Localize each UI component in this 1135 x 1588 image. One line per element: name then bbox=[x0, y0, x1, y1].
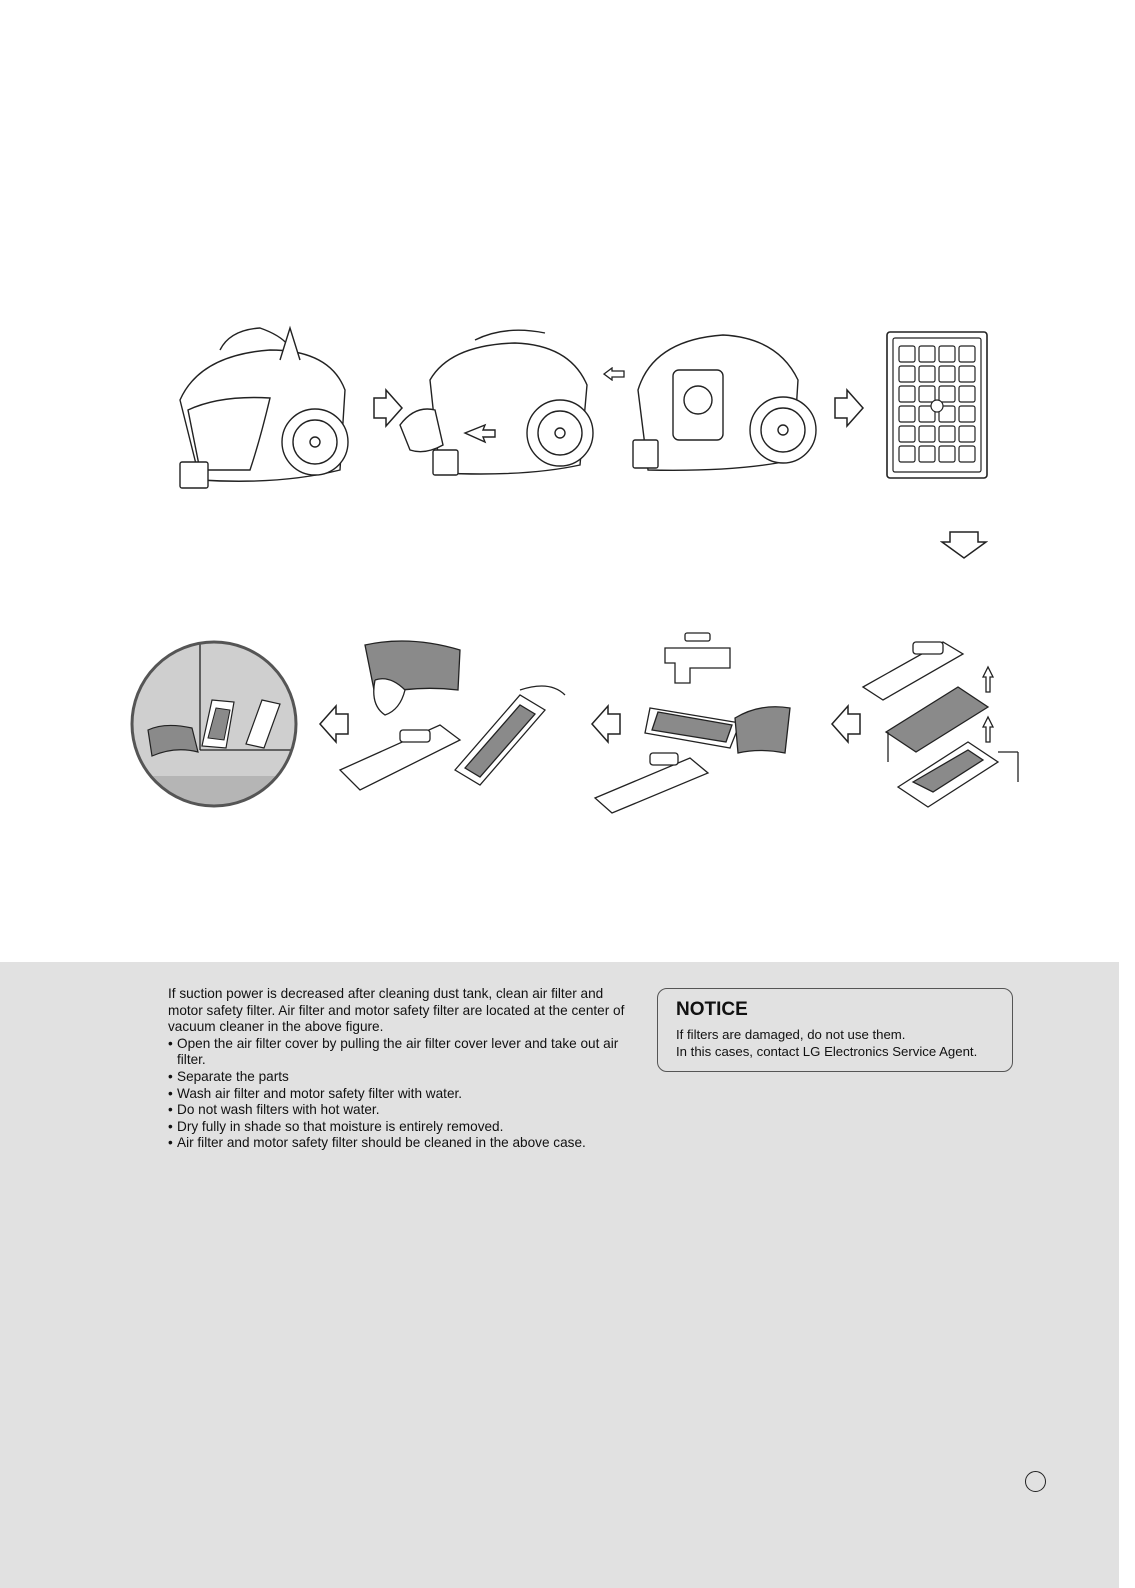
filter-grid-cell bbox=[899, 406, 915, 422]
arrow-down-icon bbox=[940, 530, 988, 560]
filter-grid-cell bbox=[939, 346, 955, 362]
arrow-right-icon bbox=[833, 388, 865, 428]
step-3-filter-removed-illustration bbox=[628, 330, 823, 495]
filter-grid-cell bbox=[919, 346, 935, 362]
notice-line-2: In this cases, contact LG Electronics Service Agent. bbox=[676, 1043, 978, 1059]
filter-grid-cell bbox=[939, 366, 955, 382]
filter-grid-illustration bbox=[885, 330, 989, 482]
notice-box bbox=[657, 988, 1013, 1072]
filter-grid-cell bbox=[959, 366, 975, 382]
filter-grid-cell bbox=[919, 446, 935, 462]
instructions-intro: If suction power is decreased after cleaning dust tank, clean air filter and motor safety filter. Air filter and motor safety filter are located at the center of vacuum cleaner in the above figure. bbox=[168, 986, 625, 1035]
instructions-list bbox=[168, 1036, 638, 1152]
filter-grid-cell bbox=[939, 426, 955, 442]
notice-line-1: If filters are damaged, do not use them. bbox=[676, 1027, 906, 1042]
filter-grid-cell bbox=[899, 346, 915, 362]
filter-grid-cell bbox=[959, 446, 975, 462]
list-item: • Wash air filter and motor safety filter with water. bbox=[168, 1086, 638, 1103]
filter-grid-cell bbox=[899, 366, 915, 382]
filter-grid-cell bbox=[919, 386, 935, 402]
instructions-block bbox=[168, 986, 638, 1152]
list-item: • Open the air filter cover by pulling the air filter cover lever and take out air filter. bbox=[168, 1036, 638, 1069]
filter-grid-cell bbox=[899, 386, 915, 402]
notice-title: NOTICE bbox=[676, 999, 748, 1020]
step-wash-filter-illustration bbox=[590, 628, 810, 818]
list-item: • Separate the parts bbox=[168, 1069, 638, 1086]
arrow-left-small-icon bbox=[603, 367, 625, 381]
step-1-lift-cover-illustration bbox=[160, 320, 360, 495]
filter-grid-cell bbox=[959, 346, 975, 362]
filter-grid-cell bbox=[899, 426, 915, 442]
list-item: • Dry fully in shade so that moisture is entirely removed. bbox=[168, 1119, 638, 1136]
filter-grid-cell bbox=[959, 406, 975, 422]
filter-grid-cell bbox=[899, 446, 915, 462]
step-squeeze-dry-illustration bbox=[330, 630, 590, 810]
page-number-circle bbox=[1025, 1471, 1046, 1492]
list-item: • Air filter and motor safety filter should be cleaned in the above case. bbox=[168, 1135, 638, 1152]
step-2-pull-out-filter-illustration bbox=[395, 325, 605, 495]
list-item: • Do not wash filters with hot water. bbox=[168, 1102, 638, 1119]
step-separate-parts-illustration bbox=[858, 632, 1028, 817]
filter-grid-cell bbox=[919, 426, 935, 442]
filter-grid-cell bbox=[959, 386, 975, 402]
filter-grid-cell bbox=[959, 426, 975, 442]
step-dry-in-shade-illustration bbox=[130, 640, 300, 810]
filter-grid-cell bbox=[919, 366, 935, 382]
filter-grid-cell bbox=[939, 386, 955, 402]
filter-grid-cell bbox=[939, 446, 955, 462]
